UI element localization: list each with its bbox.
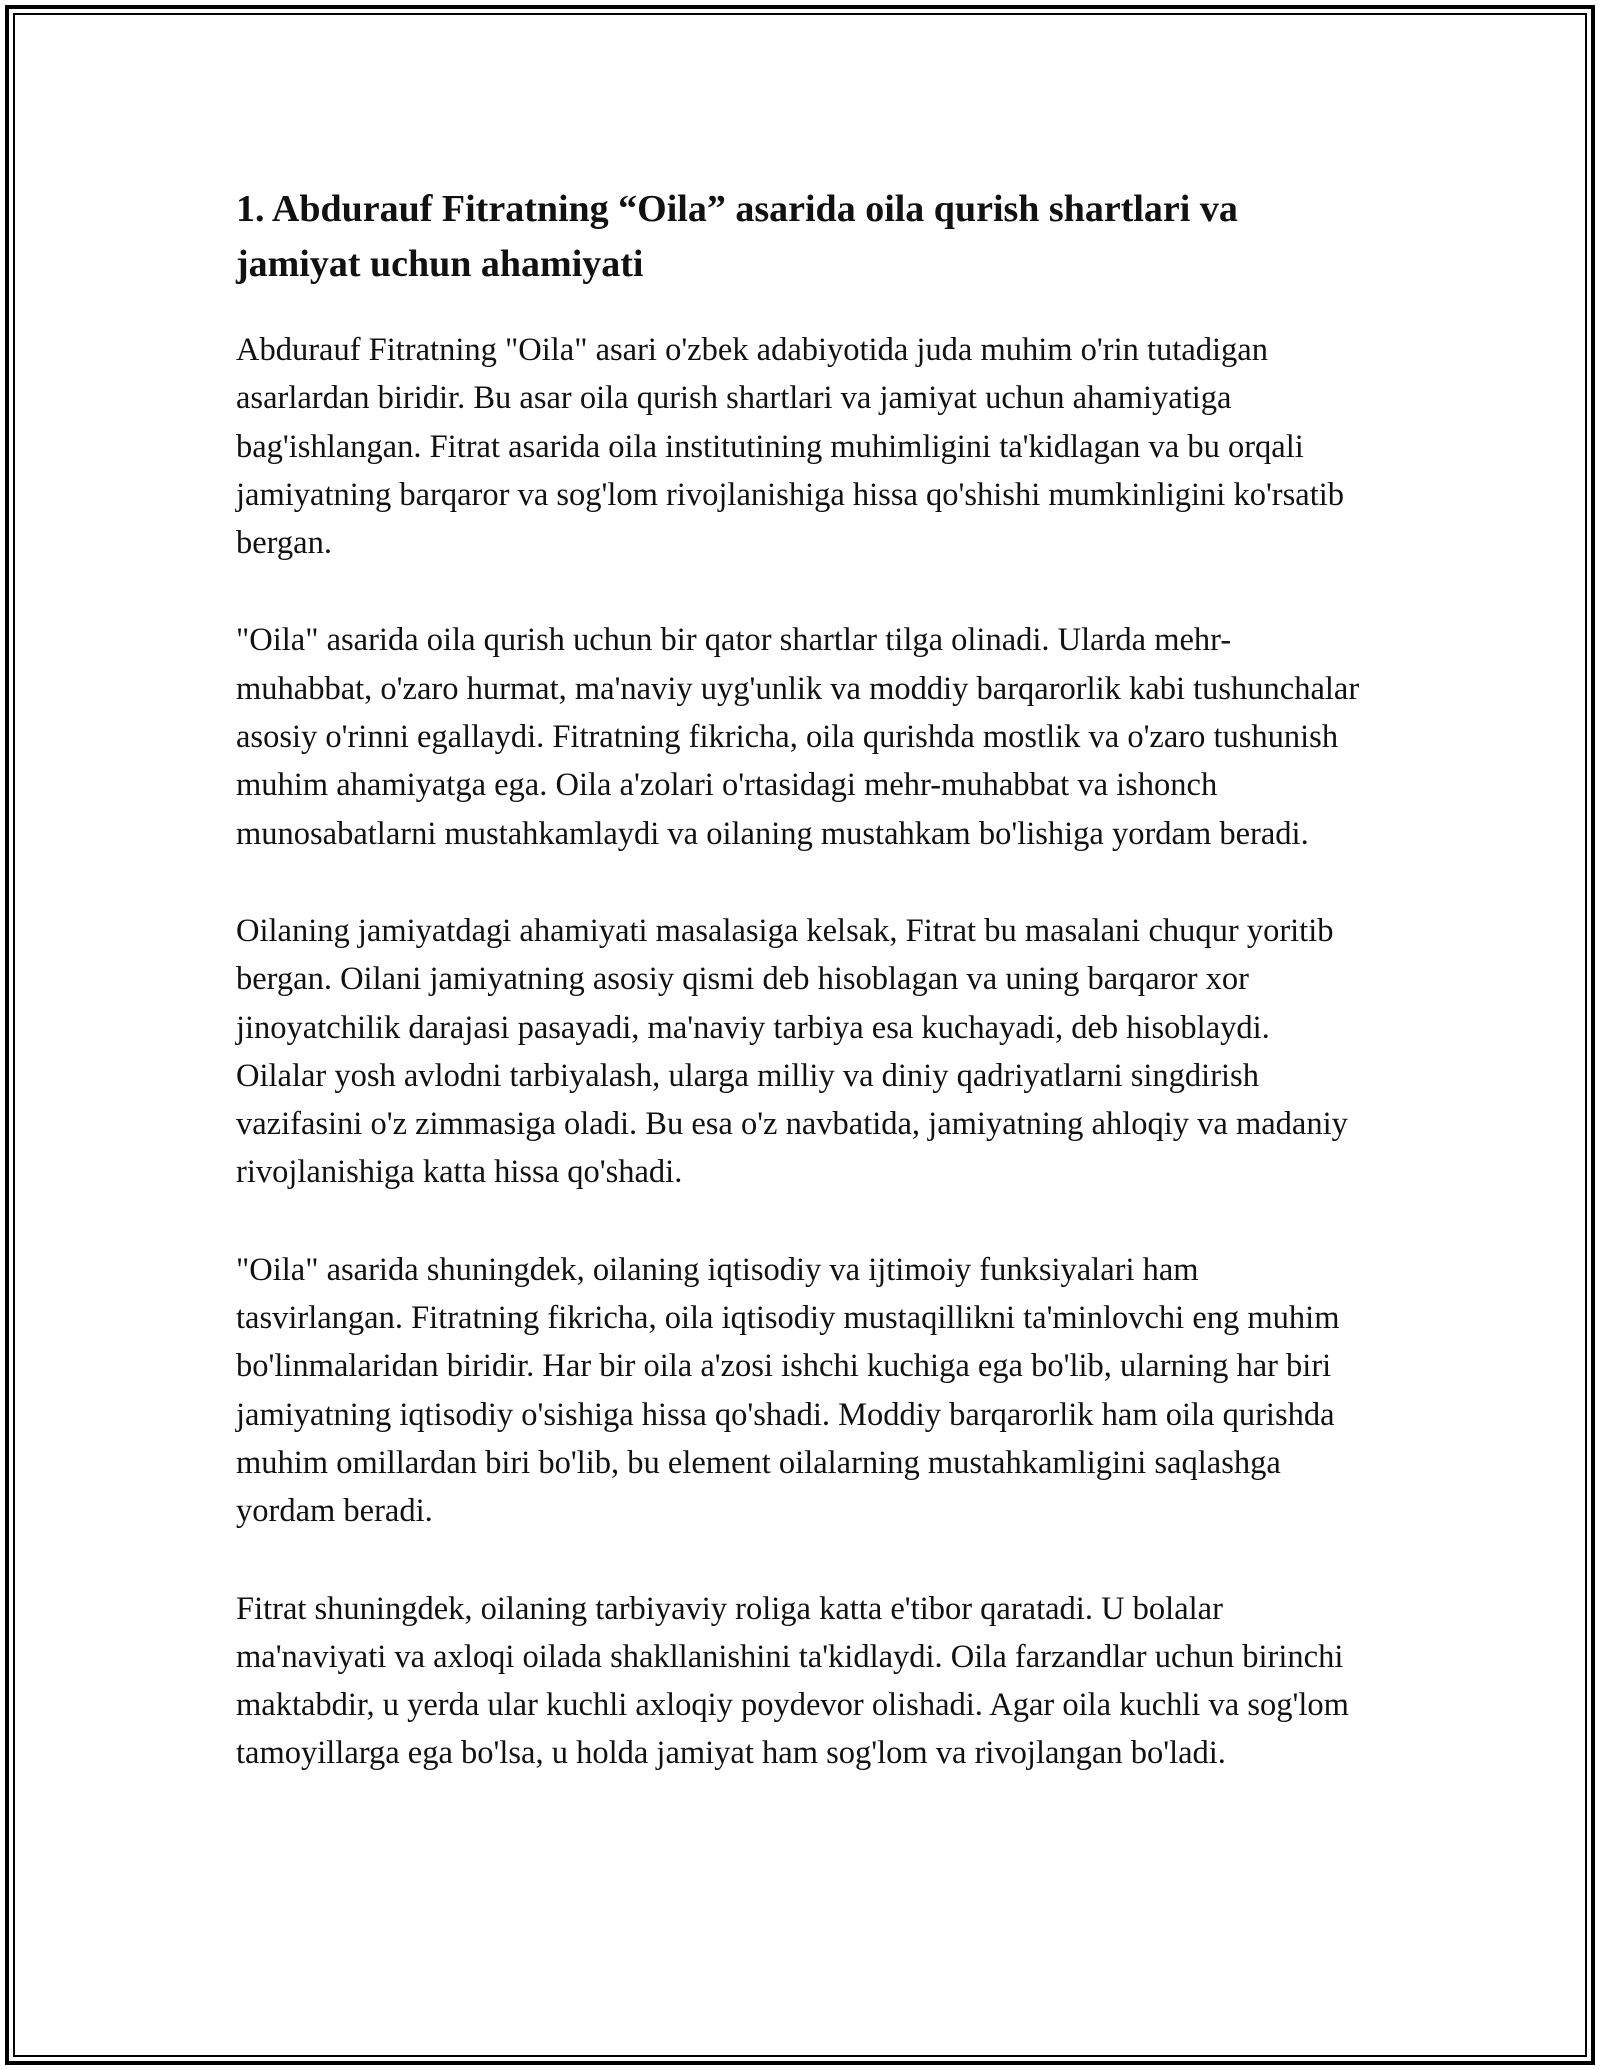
paragraph-5: Fitrat shuningdek, oilaning tarbiyaviy roliga katta e'tibor qaratadi. U bolalar ma'naviyati va axloqi oilada shakllanishini ta'kidlaydi. Oila farzandlar uchun birinchi maktabdir, u yerda ular kuchli axloqiy poydevor olishadi. Agar oila kuchli va sog'lom tamoyillarga ega bo'lsa, u holda jamiyat ham sog'lom va rivojlangan bo'ladi. [236, 1590, 1349, 1772]
paragraph-4: "Oila" asarida shuningdek, oilaning iqtisodiy va ijtimoiy funksiyalari ham tasvirlangan. Fitratning fikricha, oila iqtisodiy mustaqillikni ta'minlovchi eng muhim bo'linmalaridan biridir. Har bir oila a'zosi ishchi kuchiga ega bo'lib, ularning har biri jamiyatning iqtisodiy o'sishiga hissa qo'shadi. Moddiy barqarorlik ham oila qurishda muhim omillardan biri bo'lib, bu element oilalarning mustahkamligini saqlashga yordam beradi. [236, 1251, 1340, 1530]
document-body [236, 182, 1366, 1827]
paragraph-2: "Oila" asarida oila qurish uchun bir qator shartlar tilga olinadi. Ularda mehr-muhabbat, o'zaro hurmat, ma'naviy uyg'unlik va moddiy barqarorlik kabi tushunchalar asosiy o'rinni egallaydi. Fitratning fikricha, oila qurishda mostlik va o'zaro tushunish muhim ahamiyatga ega. Oila a'zolari o'rtasidagi mehr-muhabbat va ishonch munosabatlarni mustahkamlaydi va oilaning mustahkam bo'lishiga yordam beradi. [236, 622, 1360, 852]
document-title: 1. Abdurauf Fitratning “Oila” asarida oila qurish shartlari va jamiyat uchun ahamiyati [236, 188, 1238, 285]
paragraph-1: Abdurauf Fitratning "Oila" asari o'zbek adabiyotida juda muhim o'rin tutadigan asarlardan biridir. Bu asar oila qurish shartlari va jamiyat uchun ahamiyatiga bag'ishlangan. Fitrat asarida oila institutining muhimligini ta'kidlagan va bu orqali jamiyatning barqaror va sog'lom rivojlanishiga hissa qo'shishi mumkinligini ko'rsatib bergan. [236, 332, 1344, 562]
paragraph-3: Oilaning jamiyatdagi ahamiyati masalasiga kelsak, Fitrat bu masalani chuqur yoritib bergan. Oilani jamiyatning asosiy qismi deb hisoblagan va uning barqaror xor jinoyatchilik darajasi pasayadi, ma'naviy tarbiya esa kuchayadi, deb hisoblaydi. Oilalar yosh avlodni tarbiyalash, ularga milliy va diniy qadriyatlarni singdirish vazifasini o'z zimmasiga oladi. Bu esa o'z navbatida, jamiyatning ahloqiy va madaniy rivojlanishiga katta hissa qo'shadi. [236, 912, 1348, 1191]
